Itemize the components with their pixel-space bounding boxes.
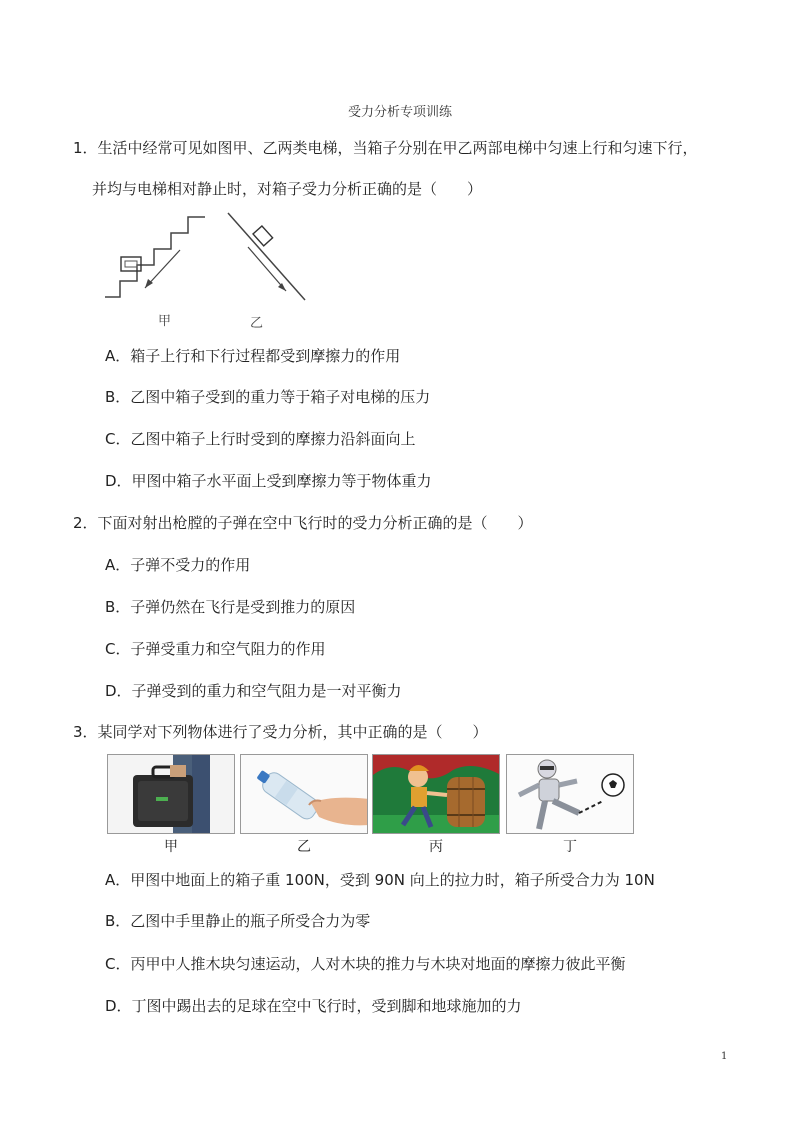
q2-option-c[interactable]: C．子弹受重力和空气阻力的作用 [105,640,326,658]
box-on-incline [253,226,273,246]
page-number: 1 [721,1051,728,1062]
q3-option-c[interactable]: C．丙甲中人推木块匀速运动，人对木块的推力与木块对地面的摩擦力彼此平衡 [105,955,626,973]
photo-robot-kick [506,754,634,834]
q1-option-d[interactable]: D．甲图中箱子水平面上受到摩擦力等于物体重力 [105,472,432,490]
caption-yi: 乙 [297,839,311,855]
q3-option-a[interactable]: A．甲图中地面上的箱子重 100N，受到 90N 向上的拉力时，箱子所受合力为 10N [105,871,655,889]
q1-option-a[interactable]: A．箱子上行和下行过程都受到摩擦力的作用 [105,347,401,365]
q3-option-b[interactable]: B．乙图中手里静止的瓶子所受合力为零 [105,912,371,930]
figure-label-yi: 乙 [250,316,264,331]
box-on-stair [121,257,141,271]
escalator-figure [100,205,315,335]
caption-ding: 丁 [563,839,577,855]
page-title: 受力分析专项训练 [347,105,452,120]
stair-escalator [105,217,205,297]
question-1-line-2: 并均与电梯相对静止时，对箱子受力分析正确的是（ ） [92,180,483,198]
inclined-escalator [228,213,305,300]
figure-label-jia: 甲 [158,314,172,329]
question-2-line-1: 2．下面对射出枪膛的子弹在空中飞行时的受力分析正确的是（ ） [73,514,533,532]
q2-option-d[interactable]: D．子弹受到的重力和空气阻力是一对平衡力 [105,682,402,700]
q3-option-d[interactable]: D．丁图中踢出去的足球在空中飞行时，受到脚和地球施加的力 [105,997,522,1015]
caption-bing: 丙 [429,839,443,855]
q1-option-c[interactable]: C．乙图中箱子上行时受到的摩擦力沿斜面向上 [105,430,416,448]
q2-option-a[interactable]: A．子弹不受力的作用 [105,556,251,574]
down-arrow-yi [248,247,286,291]
photo-suitcase [107,754,235,834]
q1-option-b[interactable]: B．乙图中箱子受到的重力等于箱子对电梯的压力 [105,388,431,406]
photo-barrel-push [372,754,500,834]
q2-option-b[interactable]: B．子弹仍然在飞行是受到推力的原因 [105,598,356,616]
photo-bottle [240,754,368,834]
question-1-line-1: 1．生活中经常可见如图甲、乙两类电梯，当箱子分别在甲乙两部电梯中匀速上行和匀速下行， [73,139,698,157]
caption-jia: 甲 [164,839,178,855]
question-3-line-1: 3．某同学对下列物体进行了受力分析，其中正确的是（ ） [73,723,488,741]
